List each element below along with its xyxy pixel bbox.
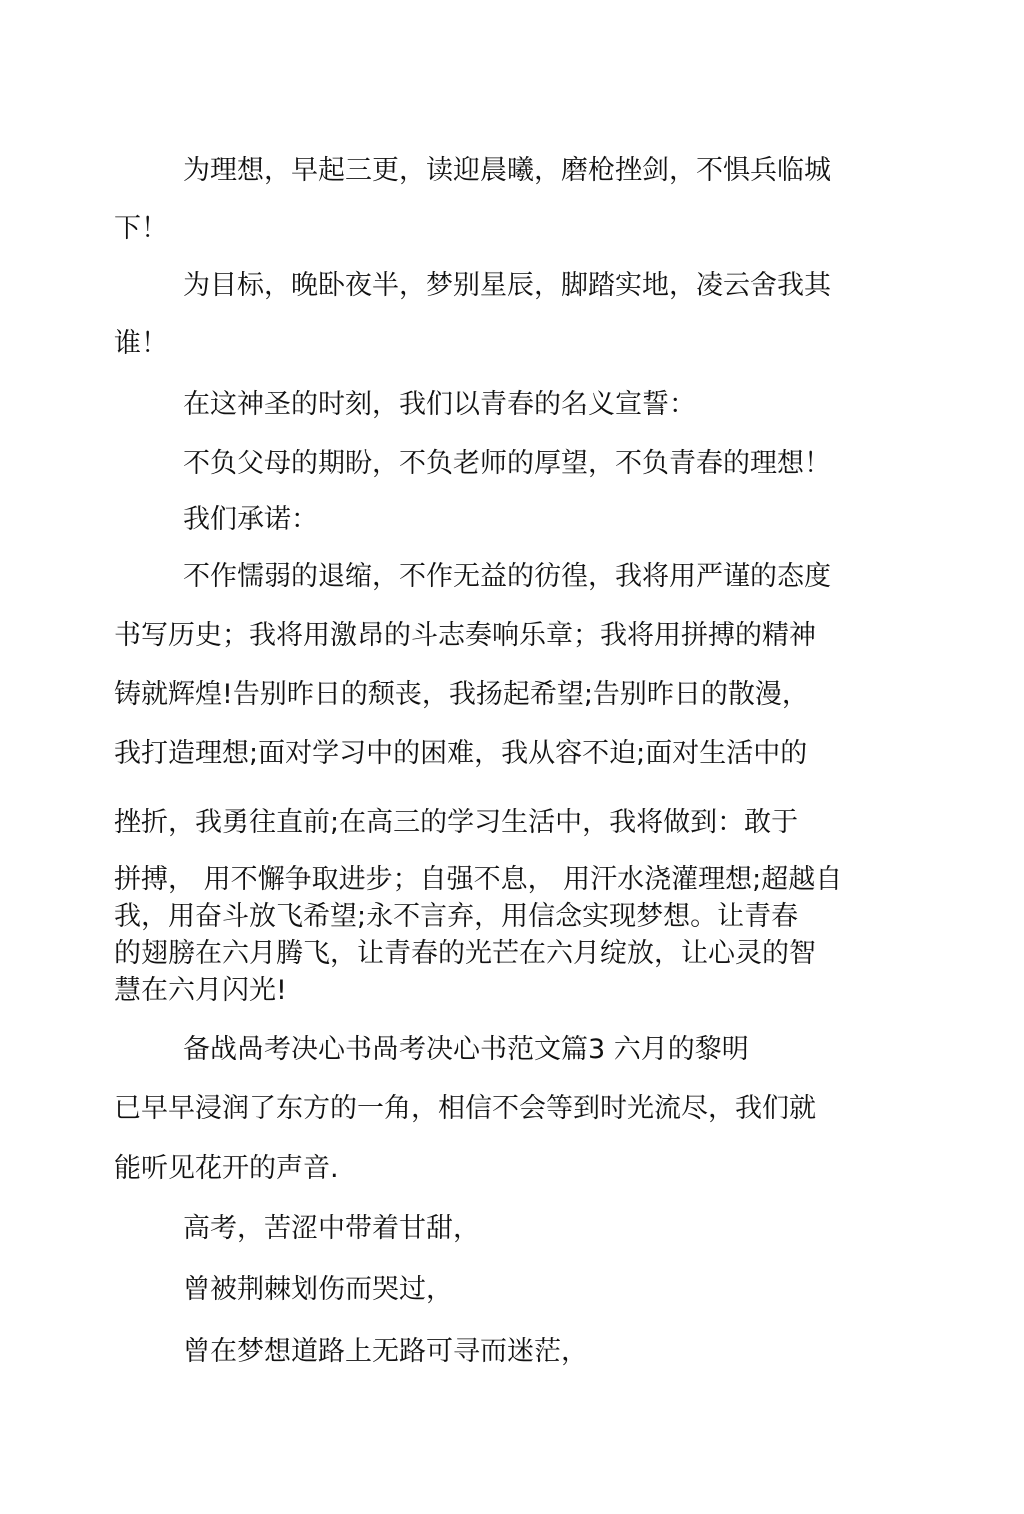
text-line: 在这神圣的时刻，我们以青春的名义宣誓： bbox=[183, 389, 696, 420]
text-line: 能听见花开的声音. bbox=[114, 1153, 339, 1184]
section-heading: 备战咼考决心书咼考决心书范文篇3 六月的黎明 bbox=[183, 1034, 749, 1065]
text-line: 不负父母的期盼，不负老师的厚望，不负青春的理想！ bbox=[183, 448, 831, 479]
text-line: 为目标，晚卧夜半，梦别星辰，脚踏实地，凌云舍我其 bbox=[183, 270, 831, 301]
text-line: 拼搏， 用不懈争取进步；自强不息， 用汗水浇灌理想;超越自 bbox=[114, 864, 843, 895]
text-line: 不作懦弱的退缩，不作无益的彷徨，我将用严谨的态度 bbox=[183, 561, 831, 592]
text-line: 铸就辉煌!告别昨日的颓丧，我扬起希望;告别昨日的散漫， bbox=[114, 679, 809, 710]
text-line: 高考，苦涩中带着甘甜， bbox=[183, 1213, 480, 1244]
text-line: 书写历史；我将用激昂的斗志奏响乐章；我将用拼搏的精神 bbox=[114, 620, 816, 651]
text-line: 的翅膀在六月腾飞，让青春的光芒在六月绽放，让心灵的智 bbox=[114, 938, 816, 969]
text-line: 谁！ bbox=[114, 328, 168, 359]
text-line: 我们承诺： bbox=[183, 504, 318, 535]
text-line: 我，用奋斗放飞希望;永不言弃，用信念实现梦想。让青春 bbox=[114, 901, 799, 932]
text-line: 曾在梦想道路上无路可寻而迷茫， bbox=[183, 1336, 588, 1367]
text-line: 已早早浸润了东方的一角，相信不会等到时光流尽，我们就 bbox=[114, 1093, 816, 1124]
text-line: 下！ bbox=[114, 213, 168, 244]
text-line: 曾被荆棘划伤而哭过， bbox=[183, 1274, 453, 1305]
text-line: 挫折，我勇往直前;在高三的学习生活中，我将做到：敢于 bbox=[114, 807, 799, 838]
text-line: 为理想，早起三更，读迎晨曦，磨枪挫剑，不惧兵临城 bbox=[183, 155, 831, 186]
text-line: 我打造理想;面对学习中的困难，我从容不迫;面对生活中的 bbox=[114, 738, 808, 769]
text-line: 慧在六月闪光! bbox=[114, 975, 287, 1006]
